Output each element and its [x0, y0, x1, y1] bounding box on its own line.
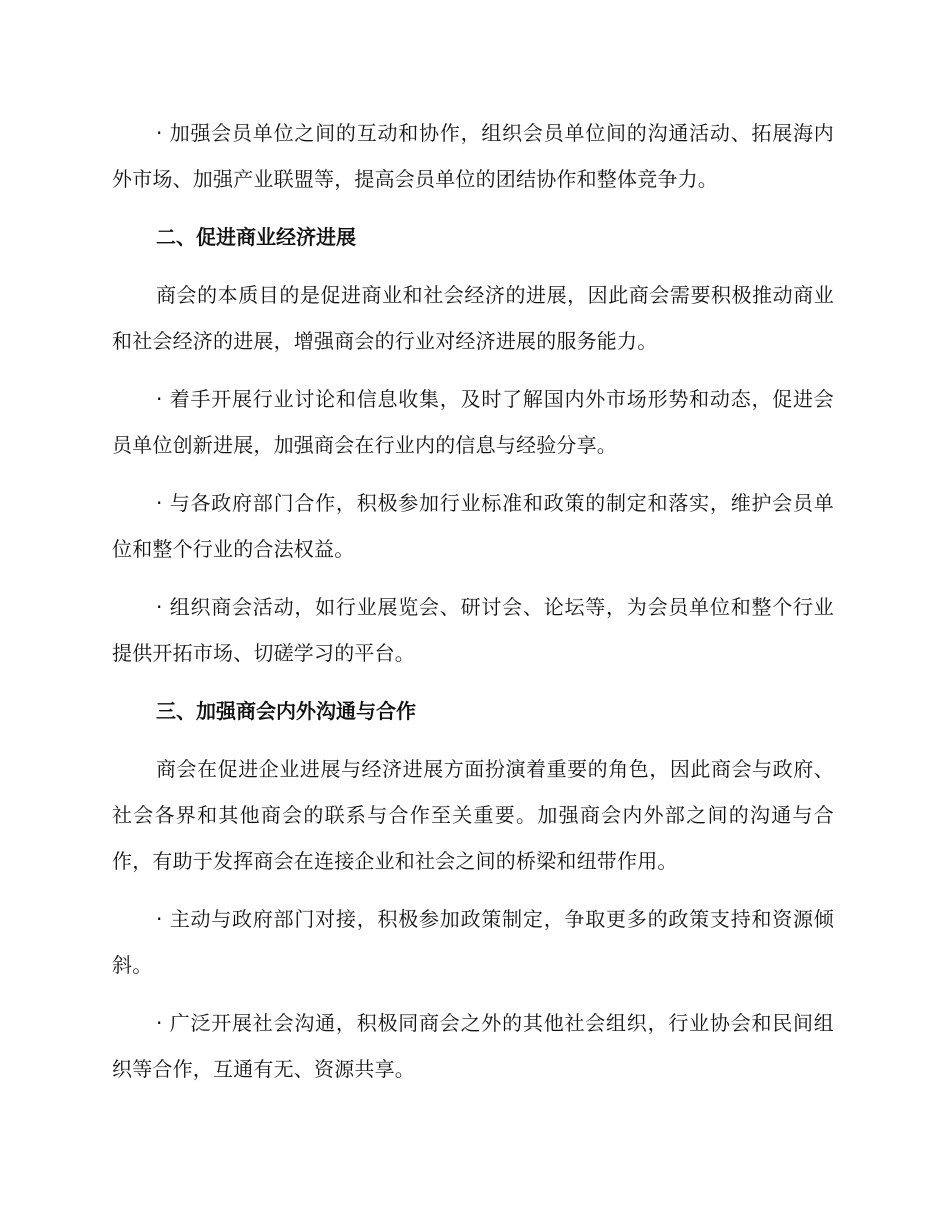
paragraph-chamber-role: 商会在促进企业进展与经济进展方面扮演着重要的角色，因此商会与政府、社会各界和其他商会的联系与合作至关重要。加强商会内外部之间的沟通与合作，有助于发挥商会在连接企业和社会之间的桥梁和纽带作用。: [112, 757, 834, 873]
paragraph-industry-research: · 着手开展行业讨论和信息收集，及时了解国内外市场形势和动态，促进会员单位创新进展，加强商会在行业内的信息与经验分享。: [112, 387, 834, 457]
section-heading-3: 三、加强商会内外沟通与合作: [156, 699, 416, 723]
document-body: [112, 110, 834, 1104]
section-heading-2: 二、促进商业经济进展: [156, 225, 356, 249]
paragraph-government-policy: · 主动与政府部门对接，积极参加政策制定，争取更多的政策支持和资源倾斜。: [112, 907, 834, 977]
paragraph-commerce-purpose: 商会的本质目的是促进商业和社会经济的进展，因此商会需要积极推动商业和社会经济的进展，增强商会的行业对经济进展的服务能力。: [112, 283, 834, 353]
paragraph-social-communication: · 广泛开展社会沟通，积极同商会之外的其他社会组织，行业协会和民间组织等合作，互通有无、资源共享。: [112, 1011, 834, 1081]
paragraph-member-cooperation: · 加强会员单位之间的互动和协作，组织会员单位间的沟通活动、拓展海内外市场、加强产业联盟等，提高会员单位的团结协作和整体竞争力。: [112, 121, 834, 191]
paragraph-chamber-activities: · 组织商会活动，如行业展览会、研讨会、论坛等，为会员单位和整个行业提供开拓市场、切磋学习的平台。: [112, 595, 834, 665]
paragraph-government-standards: · 与各政府部门合作，积极参加行业标准和政策的制定和落实，维护会员单位和整个行业的合法权益。: [112, 491, 834, 561]
